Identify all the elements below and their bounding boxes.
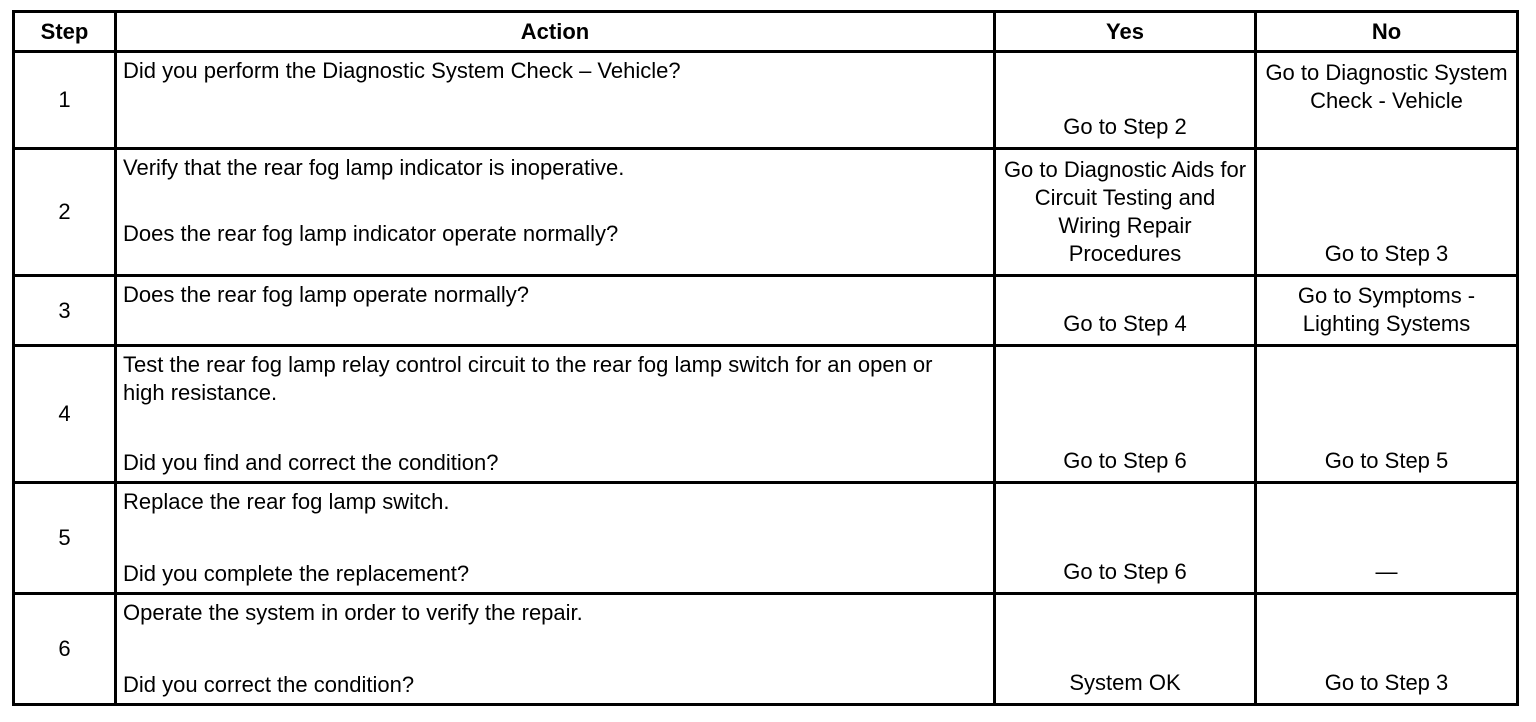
step-number: 3 (14, 276, 116, 346)
step-number: 4 (14, 345, 116, 482)
table-row (14, 52, 1518, 149)
no-cell: Go to Step 3 (1256, 149, 1518, 276)
table-row (14, 483, 1518, 594)
action-text: Does the rear fog lamp operate normally? (123, 282, 529, 308)
no-cell: Go to Step 3 (1256, 594, 1518, 705)
yes-cell: System OK (995, 594, 1256, 705)
action-question: Did you correct the condition? (123, 672, 415, 697)
header-step: Step (14, 12, 116, 52)
yes-cell: Go to Step 6 (995, 483, 1256, 594)
no-cell: — (1256, 483, 1518, 594)
header-no: No (1256, 12, 1518, 52)
action-cell (116, 594, 995, 705)
no-cell: Go to Step 5 (1256, 345, 1518, 482)
no-cell: Go to Symptoms - Lighting Systems (1256, 276, 1518, 346)
yes-cell: Go to Step 6 (995, 345, 1256, 482)
action-cell (116, 149, 995, 276)
table-row (14, 276, 1518, 346)
action-text: Replace the rear fog lamp switch. (123, 489, 450, 515)
yes-cell: Go to Diagnostic Aids for Circuit Testing and Wiring Repair Procedures (995, 149, 1256, 276)
action-text: Did you perform the Diagnostic System Check – Vehicle? (123, 58, 681, 84)
yes-cell: Go to Step 4 (995, 276, 1256, 346)
step-number: 6 (14, 594, 116, 705)
table-row (14, 149, 1518, 276)
action-question: Does the rear fog lamp indicator operate normally? (123, 221, 619, 247)
header-action: Action (116, 12, 995, 52)
header-row (14, 12, 1518, 52)
action-cell (116, 483, 995, 594)
header-yes: Yes (995, 12, 1256, 52)
step-number: 2 (14, 149, 116, 276)
action-text: Verify that the rear fog lamp indicator is inoperative. (123, 155, 625, 181)
action-text: Operate the system in order to verify the repair. (123, 600, 583, 625)
step-number: 1 (14, 52, 116, 149)
action-question: Did you complete the replacement? (123, 561, 470, 586)
no-cell: Go to Diagnostic System Check - Vehicle (1256, 52, 1518, 149)
step-number: 5 (14, 483, 116, 594)
action-question: Did you find and correct the condition? (123, 450, 499, 476)
table-row (14, 594, 1518, 705)
table-row (14, 345, 1518, 482)
action-cell (116, 276, 995, 346)
diagnostic-table (12, 10, 1519, 706)
action-cell (116, 52, 995, 149)
action-text: Test the rear fog lamp relay control circuit to the rear fog lamp switch for an open or high resistance. (123, 351, 933, 405)
yes-cell: Go to Step 2 (995, 52, 1256, 149)
action-cell (116, 345, 995, 482)
